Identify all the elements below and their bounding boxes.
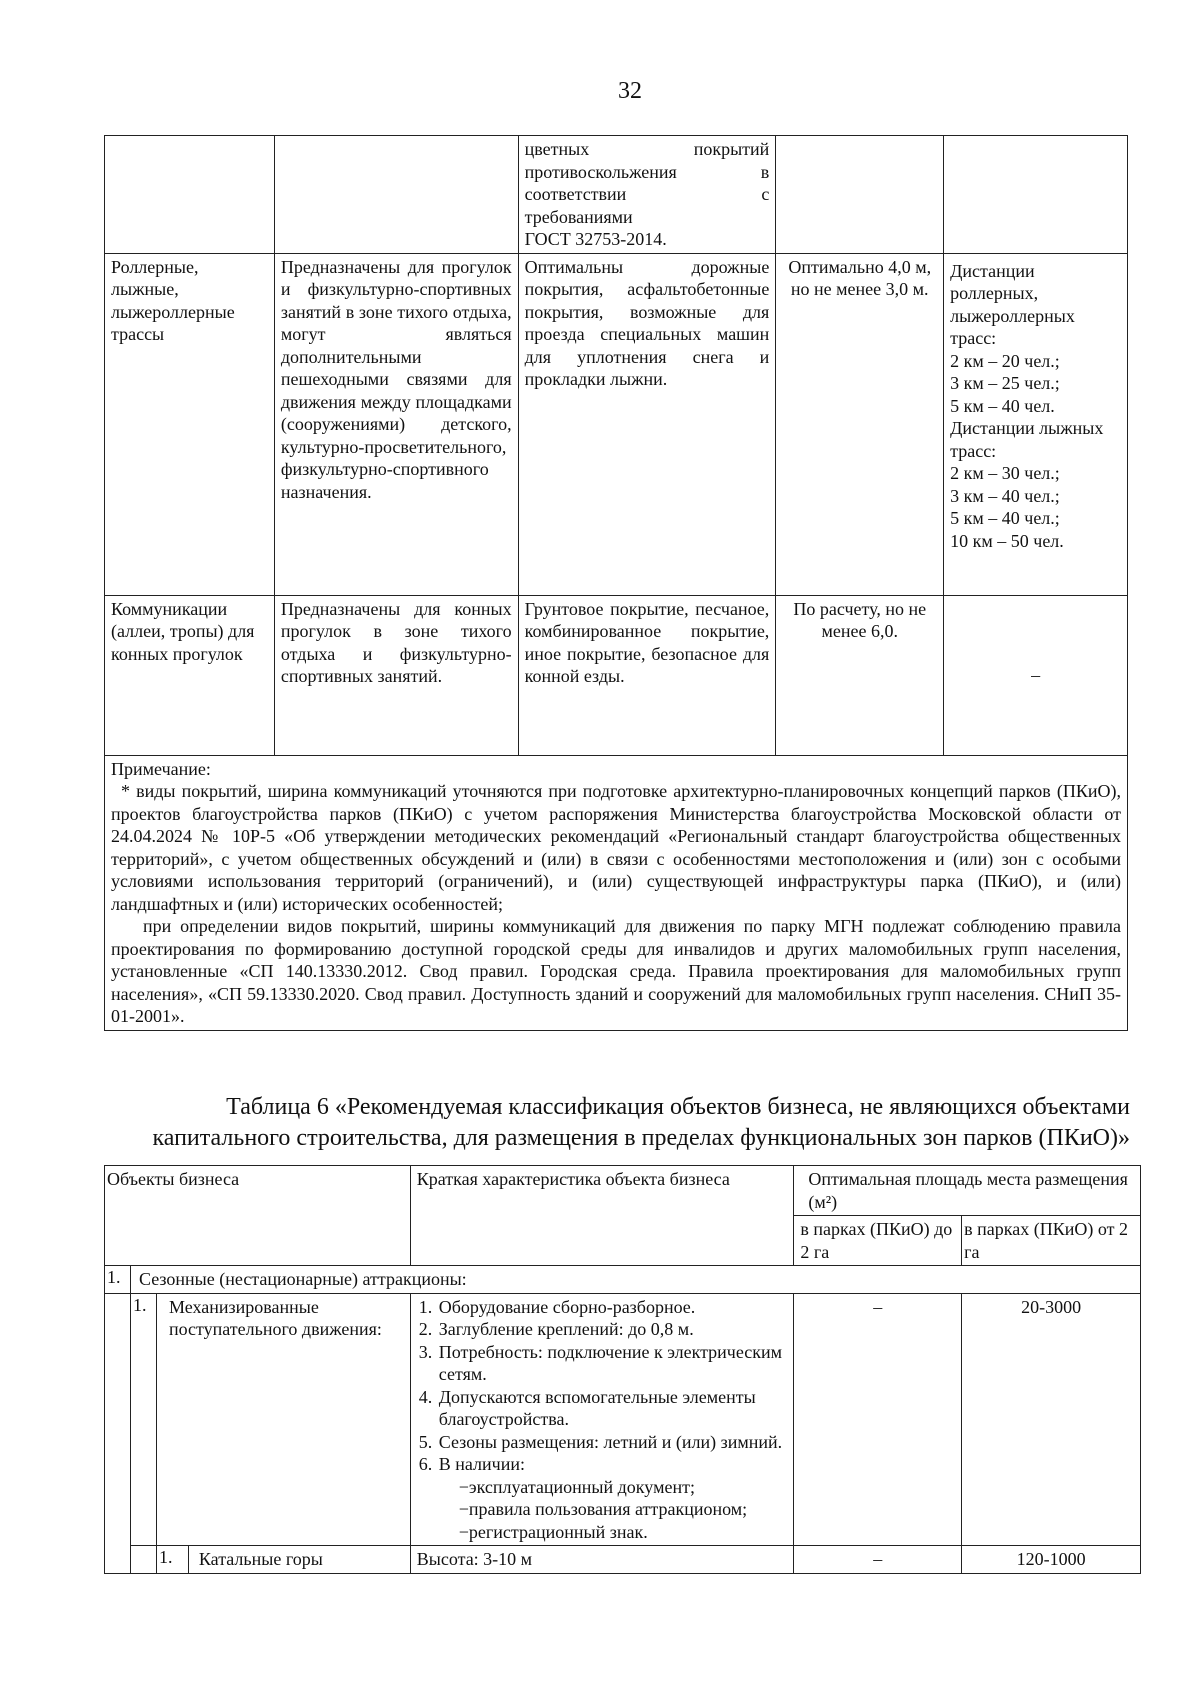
header-area: Оптимальная площадь места размещения (м²) xyxy=(794,1166,1141,1216)
table-cell xyxy=(274,136,518,254)
header-description: Краткая характеристика объекта бизнеса xyxy=(410,1166,794,1266)
table-cell xyxy=(944,136,1128,254)
table-header-row xyxy=(105,1166,1141,1216)
row-number: 1. xyxy=(105,1266,131,1294)
capacity-line: 3 км – 25 чел.; xyxy=(950,373,1060,393)
table-row xyxy=(105,1293,1141,1546)
table-note xyxy=(105,755,1128,1030)
list-item: 5. Сезоны размещения: летний и (или) зимний. xyxy=(437,1431,788,1454)
list-item: − эксплуатационный документ; xyxy=(457,1476,788,1499)
note-title: Примечание: xyxy=(111,758,211,779)
area-small: – xyxy=(794,1293,962,1546)
list-item: 3. Потребность: подключение к электрическим сетям. xyxy=(437,1341,788,1386)
table-row xyxy=(105,253,1128,595)
characteristics-list xyxy=(417,1296,788,1544)
object-label: Катальные горы xyxy=(188,1546,410,1574)
coverage-purpose: Предназначены для прогулок и физкультурно-спортивных занятий в зоне тихого отдыха, могут являться дополнительными пешеходными связями для движения между площадками (сооружениями) детского, культурно-просветительного, физкультурно-спортивного назначения. xyxy=(274,253,518,595)
note-paragraph: * виды покрытий, ширина коммуникаций уточняются при подготовке архитектурно-планировочных концепций парков (ПКиО), проектов благоустройства парков (ПКиО) с учетом распоряжения Министерства благоустройства Московской области от 24.04.2024 № 10Р-5 «Об утверждении методических рекомендаций «Региональный стандарт благоустройства общественных территорий», с учетом общественных обсуждений и (или) в связи с особенностями местоположения и (или) зон с особыми условиями использования территорий (ограничений), и (или) существующей инфраструктуры парка (ПКиО), и (или) ландшафтных и (или) исторических особенностей; xyxy=(111,781,1121,914)
section-label: Сезонные (нестационарные) аттракционы: xyxy=(130,1266,1140,1294)
capacity-line: 5 км – 40 чел.; xyxy=(950,508,1060,528)
list-item: − правила пользования аттракционом; xyxy=(457,1498,788,1521)
object-description xyxy=(410,1293,794,1546)
table-row xyxy=(105,1546,1141,1574)
row-number: 1. xyxy=(130,1293,156,1546)
capacity-line: 2 км – 20 чел.; xyxy=(950,350,1060,371)
table-cell xyxy=(105,136,275,254)
object-description: Высота: 3-10 м xyxy=(410,1546,794,1574)
header-area-small: в парках (ПКиО) до 2 га xyxy=(794,1216,962,1266)
area-small: – xyxy=(794,1546,962,1574)
business-objects-table xyxy=(104,1165,1141,1574)
cell-line: требованиями xyxy=(524,206,633,227)
capacity-line: 3 км – 40 чел.; xyxy=(950,485,1060,506)
capacity-line: 10 км – 50 чел. xyxy=(950,530,1064,551)
cell-line: соответствии с xyxy=(524,184,770,204)
header-objects: Объекты бизнеса xyxy=(105,1166,411,1266)
coverage-purpose: Предназначены для конных прогулок в зоне тихого отдыха и физкультурно-спортивных занятий. xyxy=(274,595,518,755)
coverage-surface: Грунтовое покрытие, песчаное, комбинированное покрытие, иное покрытие, безопасное для конной езды. xyxy=(518,595,776,755)
capacity-line: Дистанции лыжных трасс: xyxy=(950,418,1104,461)
header-area-large: в парках (ПКиО) от 2 га xyxy=(962,1216,1141,1266)
table-cell xyxy=(776,136,944,254)
row-number: 1. xyxy=(156,1546,188,1574)
table-cell xyxy=(105,1293,131,1573)
coverage-capacity xyxy=(944,253,1128,595)
area-large: 120-1000 xyxy=(962,1546,1141,1574)
table-row xyxy=(105,136,1128,254)
table-row xyxy=(105,755,1128,1030)
documents-list xyxy=(439,1476,788,1544)
coverage-width: По расчету, но не менее 6,0. xyxy=(776,595,944,755)
cell-line: ГОСТ 32753-2014. xyxy=(524,229,667,249)
capacity-line: 2 км – 30 чел.; xyxy=(950,463,1060,483)
table-row xyxy=(105,1266,1141,1294)
list-item xyxy=(437,1453,788,1543)
list-item: 4. Допускаются вспомогательные элементы благоустройства. xyxy=(437,1386,788,1431)
coverage-table xyxy=(104,135,1128,1031)
coverage-type: Роллерные, лыжные, лыжероллерные трассы xyxy=(105,253,275,595)
coverage-surface: Оптимальны дорожные покрытия, асфальтобетонные покрытия, возможные для проезда специальных машин для уплотнения снега и прокладки лыжни. xyxy=(518,253,776,595)
coverage-type: Коммуникации (аллеи, тропы) для конных прогулок xyxy=(105,595,275,755)
coverage-capacity: – xyxy=(944,595,1128,755)
cell-line: цветных покрытий xyxy=(524,139,770,159)
cell-line: противоскольжения в xyxy=(524,161,770,182)
capacity-line: 5 км – 40 чел. xyxy=(950,395,1055,416)
area-large: 20-3000 xyxy=(962,1293,1141,1546)
list-item-label: В наличии: xyxy=(438,1454,525,1474)
list-item: 1. Оборудование сборно-разборное. xyxy=(437,1296,788,1319)
table-caption: Таблица 6 «Рекомендуемая классификация объектов бизнеса, не являющихся объектами капитального строительства, для размещения в пределах функциональных зон парков (ПКиО)» xyxy=(152,1094,1130,1151)
table-cell xyxy=(130,1546,156,1574)
capacity-line: Дистанции роллерных, лыжероллерных трасс: xyxy=(950,260,1075,348)
note-paragraph: при определении видов покрытий, ширины коммуникаций для движения по парку МГН подлежат соблюдению правила проектирования по формированию доступной городской среды для инвалидов и других маломобильных групп населения, установленные «СП 140.13330.2012. Свод правил. Городская среда. Правила проектирования для маломобильных групп населения», «СП 59.13330.2020. Свод правил. Доступность зданий и сооружений для маломобильных групп населения. СНиП 35-01-2001». xyxy=(111,916,1121,1026)
coverage-width: Оптимально 4,0 м, но не менее 3,0 м. xyxy=(776,253,944,595)
object-label: Механизированные поступательного движения: xyxy=(156,1293,410,1546)
table-cell xyxy=(518,136,776,254)
page-number: 32 xyxy=(618,78,642,104)
table-row xyxy=(105,595,1128,755)
list-item: − регистрационный знак. xyxy=(457,1521,788,1544)
list-item: 2. Заглубление креплений: до 0,8 м. xyxy=(437,1318,788,1341)
